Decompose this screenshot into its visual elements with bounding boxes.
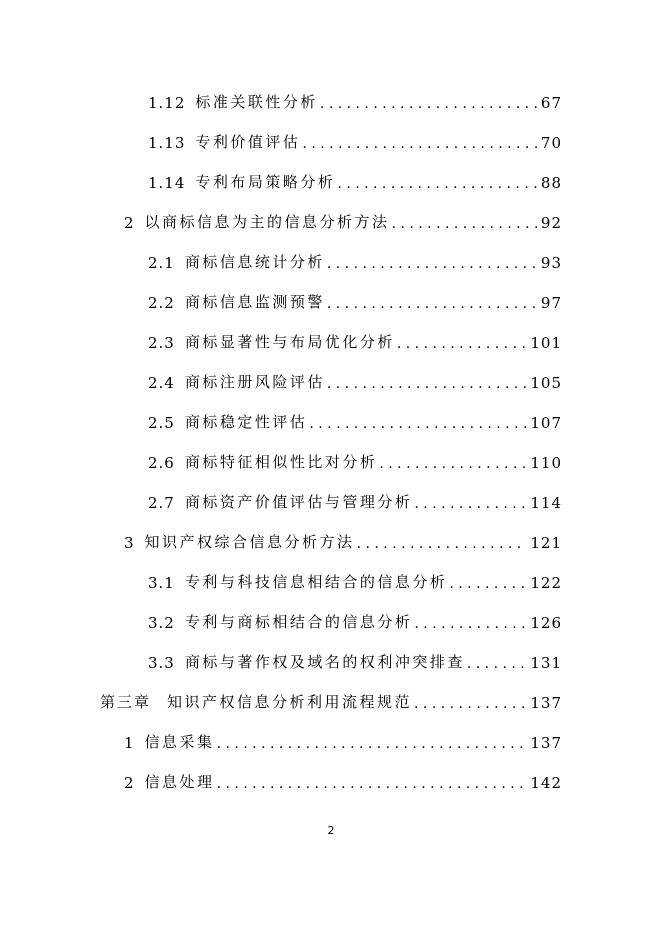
toc-entry[interactable] (148, 286, 562, 312)
toc-dot-leader (302, 136, 536, 152)
toc-entry-title: 知识产权综合信息分析方法 (144, 533, 355, 551)
toc-entry[interactable] (100, 686, 562, 712)
toc-entry-title: 信息处理 (144, 773, 215, 791)
toc-entry-number: 2.4 (148, 374, 175, 392)
toc-entry-number: 3.2 (148, 614, 175, 632)
toc-entry-title: 商标信息监测预警 (184, 293, 325, 311)
toc-entry-page: 131 (530, 654, 562, 672)
toc-dot-leader (337, 176, 536, 192)
toc-entry[interactable] (148, 606, 562, 632)
toc-dot-leader (327, 296, 537, 312)
toc-dot-leader (414, 496, 526, 512)
toc-entry-number: 2 (124, 774, 135, 792)
page-number: 2 (327, 824, 335, 837)
toc-entry[interactable] (148, 366, 562, 392)
toc-dot-leader (379, 456, 526, 472)
toc-entry-number: 3.3 (148, 654, 175, 672)
toc-entry-page: 101 (530, 334, 562, 352)
toc-entry-title: 商标稳定性评估 (184, 413, 308, 431)
toc-entry[interactable] (124, 766, 562, 792)
toc-dot-leader (327, 256, 537, 272)
toc-dot-leader (449, 576, 526, 592)
toc-entry-number: 2 (124, 214, 135, 232)
toc-entry[interactable] (148, 646, 562, 672)
toc-entry-title: 以商标信息为主的信息分析方法 (144, 213, 390, 231)
toc-entry-number: 1 (124, 734, 135, 752)
toc-entry-page: 93 (540, 254, 562, 272)
toc-entry-title: 专利布局策略分析 (195, 173, 336, 191)
toc-entry-title: 信息采集 (144, 733, 215, 751)
toc-entry-page: 122 (530, 574, 562, 592)
toc-entry[interactable] (148, 566, 562, 592)
toc-entry-number: 第三章 (100, 693, 152, 711)
toc-entry-number: 2.7 (148, 494, 175, 512)
toc-entry[interactable] (148, 126, 562, 152)
toc-dot-leader (392, 216, 537, 232)
toc-entry-title: 知识产权信息分析利用流程规范 (167, 693, 413, 711)
toc-entry-page: 121 (530, 534, 562, 552)
toc-entry-number: 2.1 (148, 254, 175, 272)
toc-entry-title: 专利与商标相结合的信息分析 (184, 613, 413, 631)
toc-entry-number: 3.1 (148, 574, 175, 592)
toc-entry-number: 2.3 (148, 334, 175, 352)
toc-entry[interactable] (148, 406, 562, 432)
toc-entry[interactable] (148, 246, 562, 272)
toc-dot-leader (357, 536, 527, 552)
toc-entry[interactable] (148, 326, 562, 352)
toc-entry-page: 70 (540, 134, 562, 152)
toc-dot-leader (217, 776, 527, 792)
toc-entry-number: 1.12 (148, 94, 186, 112)
toc-entry-title: 专利价值评估 (195, 133, 301, 151)
toc-dot-leader (217, 736, 527, 752)
toc-entry-page: 142 (530, 774, 562, 792)
toc-entry-title: 专利与科技信息相结合的信息分析 (184, 573, 448, 591)
toc-entry-title: 商标特征相似性比对分析 (184, 453, 378, 471)
toc-entry-title: 商标注册风险评估 (184, 373, 325, 391)
toc-entry-title: 标准关联性分析 (195, 93, 318, 111)
toc-entry-page: 114 (530, 494, 562, 512)
toc-entry-number: 1.13 (148, 134, 186, 152)
toc-entry[interactable] (124, 206, 562, 232)
toc-entry-title: 商标资产价值评估与管理分析 (184, 493, 413, 511)
toc-dot-leader (397, 336, 526, 352)
toc-entry[interactable] (148, 446, 562, 472)
toc-entry-page: 126 (530, 614, 562, 632)
toc-entry-page: 88 (540, 174, 562, 192)
toc-entry-page: 67 (540, 94, 562, 112)
toc-entry[interactable] (148, 86, 562, 112)
toc-entry-title: 商标与著作权及域名的权利冲突排查 (184, 653, 465, 671)
toc-dot-leader (414, 616, 526, 632)
toc-entry-number: 1.14 (148, 174, 186, 192)
toc-entry-page: 107 (530, 414, 562, 432)
toc-entry-page: 137 (530, 734, 562, 752)
toc-entry-number: 3 (124, 534, 135, 552)
toc-entry[interactable] (124, 726, 562, 752)
toc-entry-page: 137 (530, 694, 562, 712)
toc-entry-page: 110 (530, 454, 562, 472)
toc-entry[interactable] (148, 486, 562, 512)
toc-entry[interactable] (124, 526, 562, 552)
toc-dot-leader (327, 376, 526, 392)
toc-entry-page: 105 (530, 374, 562, 392)
toc-entry-page: 92 (540, 214, 562, 232)
toc-dot-leader (320, 96, 537, 112)
toc-entry-number: 2.6 (148, 454, 175, 472)
toc-entry-number: 2.2 (148, 294, 175, 312)
toc-entry[interactable] (148, 166, 562, 192)
toc-entry-title: 商标显著性与布局优化分析 (184, 333, 395, 351)
toc-entry-page: 97 (540, 294, 562, 312)
toc-dot-leader (309, 416, 526, 432)
toc-entry-number: 2.5 (148, 414, 175, 432)
toc-entry-title: 商标信息统计分析 (184, 253, 325, 271)
toc-dot-leader (467, 656, 526, 672)
toc-dot-leader (414, 696, 526, 712)
